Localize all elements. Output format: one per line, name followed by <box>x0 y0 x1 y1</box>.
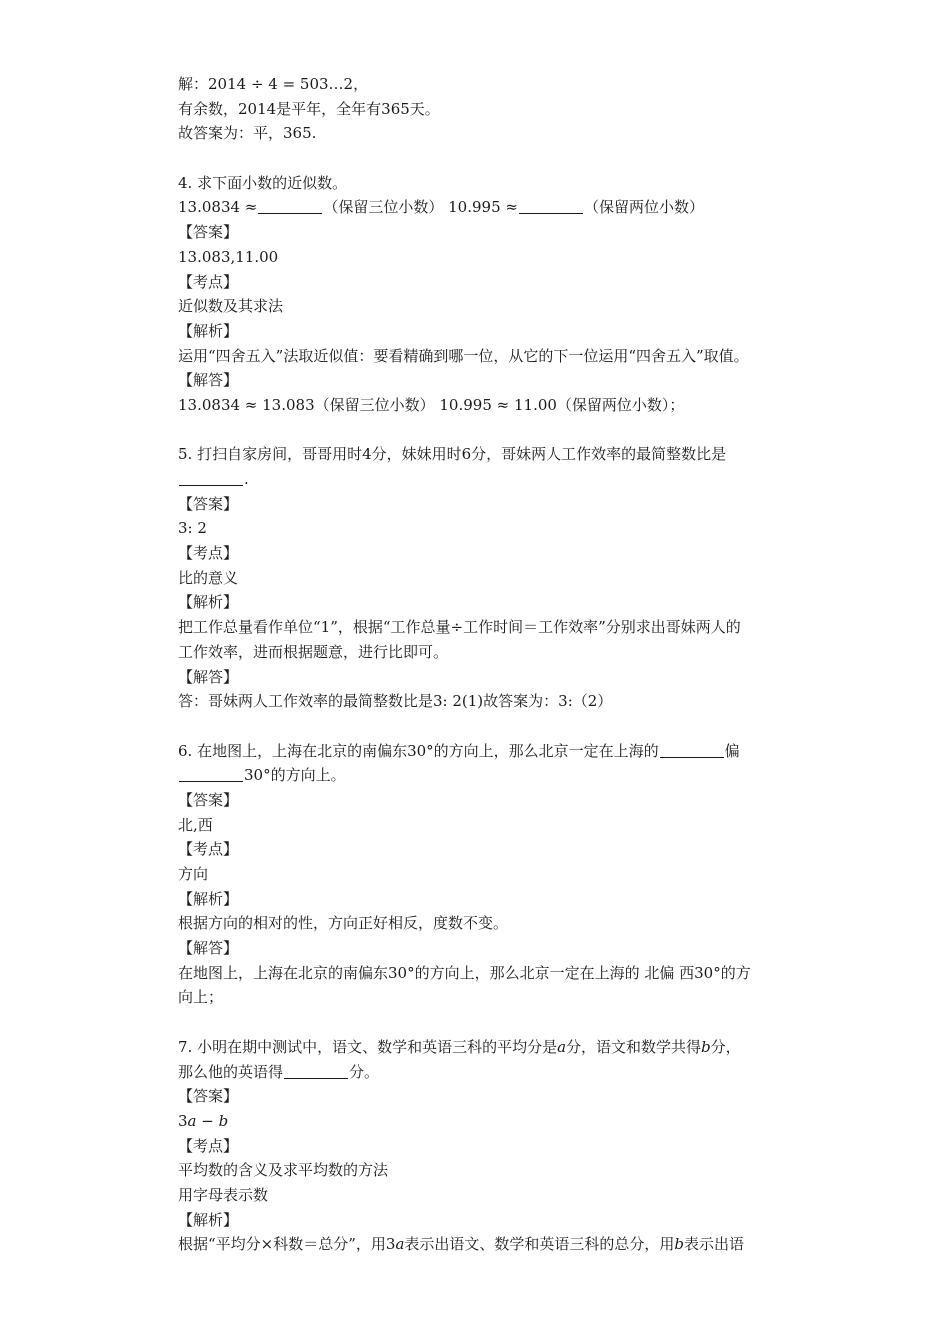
q7-jiexi <box>178 1232 818 1257</box>
q4-blank-2 <box>519 198 583 214</box>
spacer <box>178 418 818 443</box>
q7-blank <box>284 1063 348 1079</box>
q7-stem-part-4: 那么他的英语得 <box>178 1062 284 1081</box>
q4-answer-tag: 【答案】 <box>178 223 239 242</box>
q4-jiexi: 运用“四舍五入”法取近似值：要看精确到哪一位，从它的下一位运用“四舍五入”取值。 <box>178 346 749 365</box>
q4-jieda: 13.0834 ≈ 13.083（保留三位小数） 10.995 ≈ 11.00（保留两位小数）； <box>178 395 685 414</box>
q7-stem-part-3: 分， <box>710 1037 741 1056</box>
q4-stem-part-3: （保留两位小数） <box>583 198 704 217</box>
q7-stem-line-2 <box>178 1060 818 1085</box>
q7-kaodian-tag: 【考点】 <box>178 1136 239 1155</box>
q7-jiexi-part-1: 根据“平均分×科数＝总分”，用3 <box>178 1235 396 1254</box>
q5-jiexi-tag: 【解析】 <box>178 593 239 612</box>
q4-stem-part-1: 13.0834 ≈ <box>178 198 258 217</box>
q5-stem: 5. 打扫自家房间，哥哥用时4分，妹妹用时6分，哥妹两人工作效率的最简整数比是 <box>178 445 727 464</box>
q4-stem-part-2: （保留三位小数） 10.995 ≈ <box>323 198 518 217</box>
q7-answer-var-b: b <box>218 1111 229 1130</box>
q4-answer: 13.083,11.00 <box>178 247 279 266</box>
q4-jieda-tag: 【解答】 <box>178 371 239 390</box>
q5-jieda: 答：哥妹两人工作效率的最简整数比是3: 2(1)故答案为：3:（2） <box>178 692 613 711</box>
q6-stem-line-1 <box>178 739 818 764</box>
q5-answer-tag: 【答案】 <box>178 494 239 513</box>
q6-answer: 北,西 <box>178 815 213 834</box>
q5-jieda-tag: 【解答】 <box>178 667 239 686</box>
q7-answer <box>178 1109 818 1134</box>
q7-stem-line-1 <box>178 1035 818 1060</box>
q7-answer-var-a: a <box>187 1111 197 1130</box>
q4-stem-title: 4. 求下面小数的近似数。 <box>178 173 348 192</box>
q4-kaodian: 近似数及其求法 <box>178 297 284 316</box>
q7-jiexi-part-2: 表示出语文、数学和英语三科的总分，用 <box>404 1235 675 1254</box>
q6-jieda-2: 向上； <box>178 988 224 1007</box>
intro-line-3: 故答案为：平，365. <box>178 124 317 143</box>
q5-jiexi-1: 把工作总量看作单位“1”，根据“工作总量÷工作时间＝工作效率”分别求出哥妹两人的 <box>178 618 741 637</box>
q6-blank-1 <box>660 742 724 758</box>
q7-stem-part-1: 7. 小明在期中测试中，语文、数学和英语三科的平均分是 <box>178 1037 558 1056</box>
q6-stem-part-2: 偏 <box>724 741 740 760</box>
q6-jiexi-tag: 【解析】 <box>178 889 239 908</box>
q7-kaodian-1: 平均数的含义及求平均数的方法 <box>178 1161 389 1180</box>
q7-jiexi-var-a: a <box>395 1235 405 1254</box>
q5-stem-blank-line <box>178 467 818 492</box>
q7-answer-coef: 3 <box>178 1111 188 1130</box>
q6-stem-part-3: 30°的方向上。 <box>244 766 346 785</box>
q6-kaodian: 方向 <box>178 865 209 883</box>
spacer <box>178 146 818 171</box>
q6-blank-2 <box>179 766 243 782</box>
q6-stem-part-1: 6. 在地图上，上海在北京的南偏东30°的方向上，那么北京一定在上海的 <box>178 741 659 760</box>
q6-kaodian-tag: 【考点】 <box>178 840 239 859</box>
intro-line-1: 解：2014 ÷ 4 = 503…2， <box>178 75 369 93</box>
q6-jieda-tag: 【解答】 <box>178 939 239 958</box>
q4-blank-1 <box>258 198 322 214</box>
q7-kaodian-2: 用字母表示数 <box>178 1185 269 1204</box>
spacer <box>178 1010 818 1035</box>
q6-jieda-1: 在地图上，上海在北京的南偏东30°的方向上，那么北京一定在上海的 北偏 西30°的方 <box>178 963 751 982</box>
q5-stem-end: . <box>244 470 249 488</box>
q5-jiexi-2: 工作效率，进而根据题意，进行比即可。 <box>178 642 449 661</box>
q4-stem-blanks <box>178 195 818 220</box>
spacer <box>178 714 818 739</box>
q7-stem-part-2: 分，语文和数学共得 <box>566 1037 702 1056</box>
q5-blank <box>179 470 243 486</box>
document-content <box>178 72 818 1257</box>
q5-kaodian: 比的意义 <box>178 568 239 587</box>
q5-kaodian-tag: 【考点】 <box>178 544 239 563</box>
q7-jiexi-part-3: 表示出语 <box>684 1235 745 1254</box>
q6-jiexi: 根据方向的相对的性，方向正好相反，度数不变。 <box>178 914 509 933</box>
q7-jiexi-var-b: b <box>674 1235 685 1254</box>
q7-var-a: a <box>557 1037 567 1056</box>
q4-jiexi-tag: 【解析】 <box>178 321 239 340</box>
q6-stem-line-2 <box>178 763 818 788</box>
q7-answer-tag: 【答案】 <box>178 1087 239 1106</box>
q7-jiexi-tag: 【解析】 <box>178 1210 239 1229</box>
q4-kaodian-tag: 【考点】 <box>178 272 239 291</box>
q5-answer: 3: 2 <box>178 519 207 538</box>
q7-stem-part-5: 分。 <box>349 1062 380 1081</box>
q7-var-b: b <box>701 1037 711 1056</box>
q7-answer-minus: − <box>196 1111 219 1130</box>
intro-line-2: 有余数，2014是平年，全年有365天。 <box>178 99 440 118</box>
q6-answer-tag: 【答案】 <box>178 790 239 809</box>
